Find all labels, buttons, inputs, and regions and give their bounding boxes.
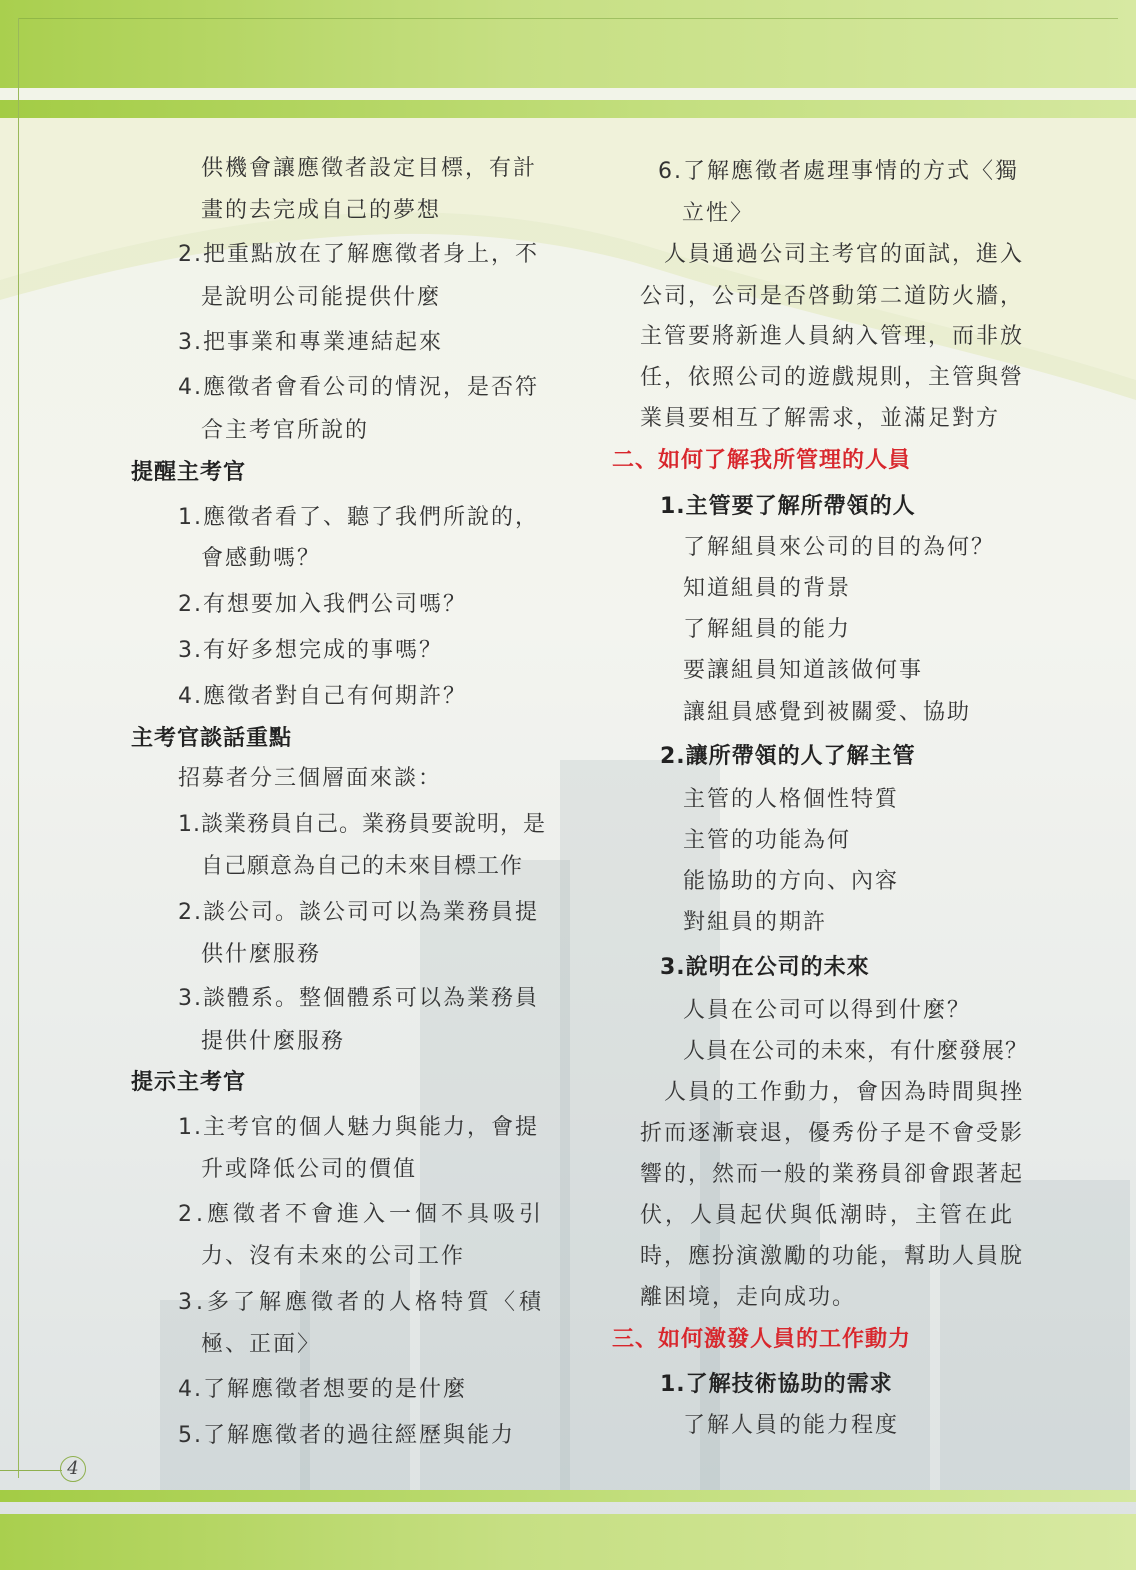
text-line: 是說明公司能提供什麼 bbox=[201, 285, 442, 310]
list-item: 4.應徵者對自己有何期許？ bbox=[178, 684, 467, 709]
text-line: 了解組員的能力 bbox=[683, 617, 852, 642]
subheading: 1.主管要了解所帶領的人 bbox=[660, 494, 916, 519]
subheading: 2.讓所帶領的人了解主管 bbox=[660, 744, 916, 769]
text-line: 提供什麼服務 bbox=[201, 1029, 346, 1054]
text-line: 極、正面〉 bbox=[201, 1332, 322, 1357]
text-line: 自己願意為自己的未來目標工作 bbox=[201, 854, 524, 879]
text-line: 知道組員的背景 bbox=[683, 576, 852, 601]
section-heading: 三、如何激發人員的工作動力 bbox=[612, 1327, 912, 1352]
list-item: 6.了解應徵者處理事情的方式〈獨 bbox=[658, 159, 1019, 184]
frame-top-line bbox=[18, 18, 1118, 19]
page-number-line bbox=[0, 1470, 62, 1471]
list-item: 4.應徵者會看公司的情況，是否符 bbox=[178, 375, 539, 400]
list-item: 2.有想要加入我們公司嗎？ bbox=[178, 592, 467, 617]
list-item: 1.應徵者看了、聽了我們所說的， bbox=[178, 505, 539, 530]
paragraph-line: 離困境，走向成功。 bbox=[640, 1285, 857, 1310]
paragraph-line: 折而逐漸衰退，優秀份子是不會受影 bbox=[640, 1121, 1025, 1146]
text-line: 讓組員感覺到被關愛、協助 bbox=[683, 700, 972, 725]
list-item: 5.了解應徵者的過往經歷與能力 bbox=[178, 1423, 515, 1448]
subheading: 3.說明在公司的未來 bbox=[660, 955, 870, 980]
list-item: 1.主考官的個人魅力與能力，會提 bbox=[178, 1115, 539, 1140]
text-line: 會感動嗎？ bbox=[201, 546, 322, 571]
text-line: 了解組員來公司的目的為何？ bbox=[683, 535, 996, 560]
frame-left-line bbox=[18, 18, 19, 1478]
list-item: 2.把重點放在了解應徵者身上，不 bbox=[178, 242, 539, 267]
list-item: 2.談公司。談公司可以為業務員提 bbox=[178, 900, 539, 925]
footer-stripe bbox=[0, 1490, 1136, 1502]
paragraph-line: 伏，人員起伏與低潮時，主管在此 bbox=[640, 1203, 1016, 1228]
text-line: 能協助的方向、內容 bbox=[683, 869, 900, 894]
text-line: 合主考官所說的 bbox=[201, 418, 370, 443]
text-line: 立性〉 bbox=[682, 201, 755, 226]
page-number: 4 bbox=[60, 1456, 86, 1482]
text-line: 畫的去完成自己的夢想 bbox=[201, 198, 442, 223]
section-heading: 提示主考官 bbox=[131, 1070, 247, 1095]
paragraph-line: 業員要相互了解需求，並滿足對方 bbox=[640, 406, 1001, 431]
text-line: 招募者分三個層面來談： bbox=[178, 766, 443, 791]
section-heading: 二、如何了解我所管理的人員 bbox=[612, 448, 912, 473]
text-line: 人員在公司的未來，有什麼發展？ bbox=[683, 1039, 1029, 1064]
header-stripe bbox=[0, 100, 1136, 118]
paragraph-line: 公司，公司是否啓動第二道防火牆， bbox=[640, 284, 1025, 309]
list-item: 1.談業務員自己。業務員要說明，是 bbox=[178, 812, 546, 837]
list-item: 2.應徵者不會進入一個不具吸引 bbox=[178, 1202, 545, 1227]
paragraph-line: 人員通過公司主考官的面試，進入 bbox=[664, 242, 1025, 267]
section-heading: 提醒主考官 bbox=[131, 460, 247, 485]
paragraph-line: 任，依照公司的遊戲規則，主管與營 bbox=[640, 365, 1025, 390]
text-line: 人員在公司可以得到什麼？ bbox=[683, 998, 972, 1023]
subheading: 1.了解技術協助的需求 bbox=[660, 1372, 893, 1397]
paragraph-line: 主管要將新進人員納入管理，而非放 bbox=[640, 324, 1025, 349]
list-item: 4.了解應徵者想要的是什麼 bbox=[178, 1377, 467, 1402]
text-line: 要讓組員知道該做何事 bbox=[683, 658, 924, 683]
text-line: 供機會讓應徵者設定目標，有計 bbox=[201, 156, 538, 181]
text-line: 了解人員的能力程度 bbox=[683, 1413, 900, 1438]
text-line: 供什麼服務 bbox=[201, 942, 322, 967]
footer-band bbox=[0, 1514, 1136, 1570]
list-item: 3.有好多想完成的事嗎？ bbox=[178, 638, 443, 663]
section-heading: 主考官談話重點 bbox=[131, 726, 293, 751]
text-line: 對組員的期許 bbox=[683, 910, 828, 935]
text-line: 主管的人格個性特質 bbox=[683, 787, 900, 812]
text-line: 升或降低公司的價值 bbox=[201, 1157, 418, 1182]
text-line: 主管的功能為何 bbox=[683, 828, 852, 853]
list-item: 3.談體系。整個體系可以為業務員 bbox=[178, 986, 539, 1011]
text-line: 力、沒有未來的公司工作 bbox=[201, 1244, 466, 1269]
list-item: 3.把事業和專業連結起來 bbox=[178, 330, 443, 355]
paragraph-line: 人員的工作動力，會因為時間與挫 bbox=[664, 1080, 1025, 1105]
paragraph-line: 響的，然而一般的業務員卻會跟著起 bbox=[640, 1162, 1025, 1187]
header-band bbox=[0, 0, 1136, 88]
list-item: 3.多了解應徵者的人格特質〈積 bbox=[178, 1290, 545, 1315]
paragraph-line: 時，應扮演激勵的功能，幫助人員脫 bbox=[640, 1244, 1025, 1269]
